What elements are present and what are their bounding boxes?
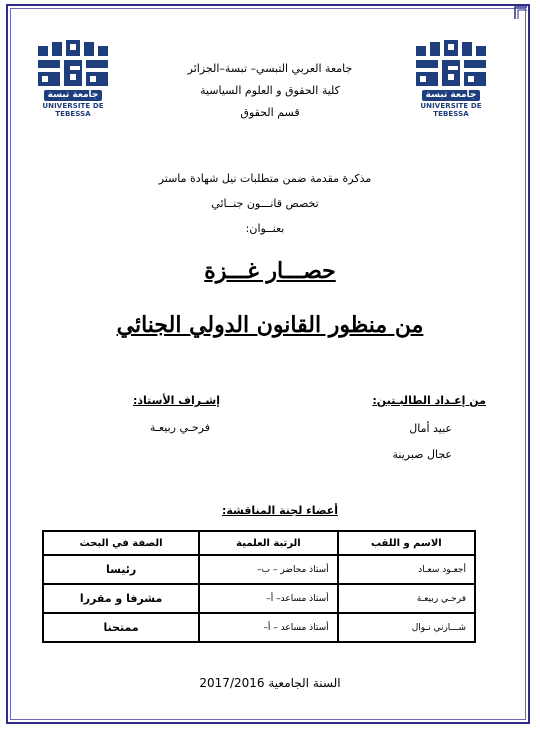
table-row (43, 613, 475, 642)
corner-ornament-icon (514, 6, 528, 20)
member-role: ممتحنا (43, 613, 199, 642)
supervisor-name: فرحـي ربيعـة (149, 421, 210, 434)
students-block (306, 394, 486, 465)
committee-table (42, 530, 476, 643)
university-name: جامعة العربي التبسي– تبسة–الجزائر (187, 62, 353, 75)
supervisor-heading: إشـراف الأستاذ: (132, 394, 220, 407)
university-emblem-icon (408, 40, 494, 90)
committee-title: أعضاء لجنة المناقشة: (221, 504, 339, 517)
thesis-title-line2: من منظور القانون الدولي الجنائي (116, 312, 424, 338)
member-role: مشرفا و مقررا (43, 584, 199, 613)
faculty-name: كلية الحقوق و العلوم السياسية (200, 84, 340, 97)
student-name: عجال صبرينة (392, 448, 452, 461)
university-header (150, 58, 390, 124)
column-header-rank: الرتبة العلمية (199, 531, 337, 555)
logo-arabic-text: جامعة تبسة (422, 90, 480, 101)
title-label: بعنــوان: (245, 222, 285, 235)
logo-arabic-text: جامعة تبسة (44, 90, 102, 101)
academic-year: السنة الجامعية 2017/2016 (199, 676, 341, 690)
student-name: عبيد أمال (409, 422, 452, 435)
member-name: أجعـود سعـاد (338, 555, 475, 584)
university-logo-left (30, 40, 116, 118)
thesis-purpose: مذكرة مقدمة ضمن متطلبات نيل شهادة ماستر (158, 172, 372, 185)
member-role: رئيسا (43, 555, 199, 584)
member-name: شـــارني نـوال (338, 613, 475, 642)
member-name: فرحـي ربيعـة (338, 584, 475, 613)
thesis-intro (100, 166, 430, 241)
table-row (43, 584, 475, 613)
logo-latin-text: UNIVERSITE DE TEBESSA (420, 102, 482, 118)
department-name: قسم الحقوق (240, 106, 300, 119)
column-header-name: الاسم و اللقب (338, 531, 475, 555)
member-rank: أستاذ محاضر – ب– (199, 555, 337, 584)
university-logo-right (408, 40, 494, 118)
column-header-role: الصفة في البحث (43, 531, 199, 555)
supervisor-block (80, 394, 220, 434)
students-heading: من إعـداد الطالبـتين: (372, 394, 486, 407)
specialization: تخصص قانـــون جنــائي (211, 197, 319, 210)
logo-latin-text: UNIVERSITE DE TEBESSA (42, 102, 104, 118)
member-rank: أستاذ مساعد – أ– (199, 613, 337, 642)
table-header-row (43, 531, 475, 555)
member-rank: أستاذ مساعد– أ– (199, 584, 337, 613)
table-row (43, 555, 475, 584)
university-emblem-icon (30, 40, 116, 90)
thesis-title-line1: حصـــار غـــزة (204, 258, 336, 284)
